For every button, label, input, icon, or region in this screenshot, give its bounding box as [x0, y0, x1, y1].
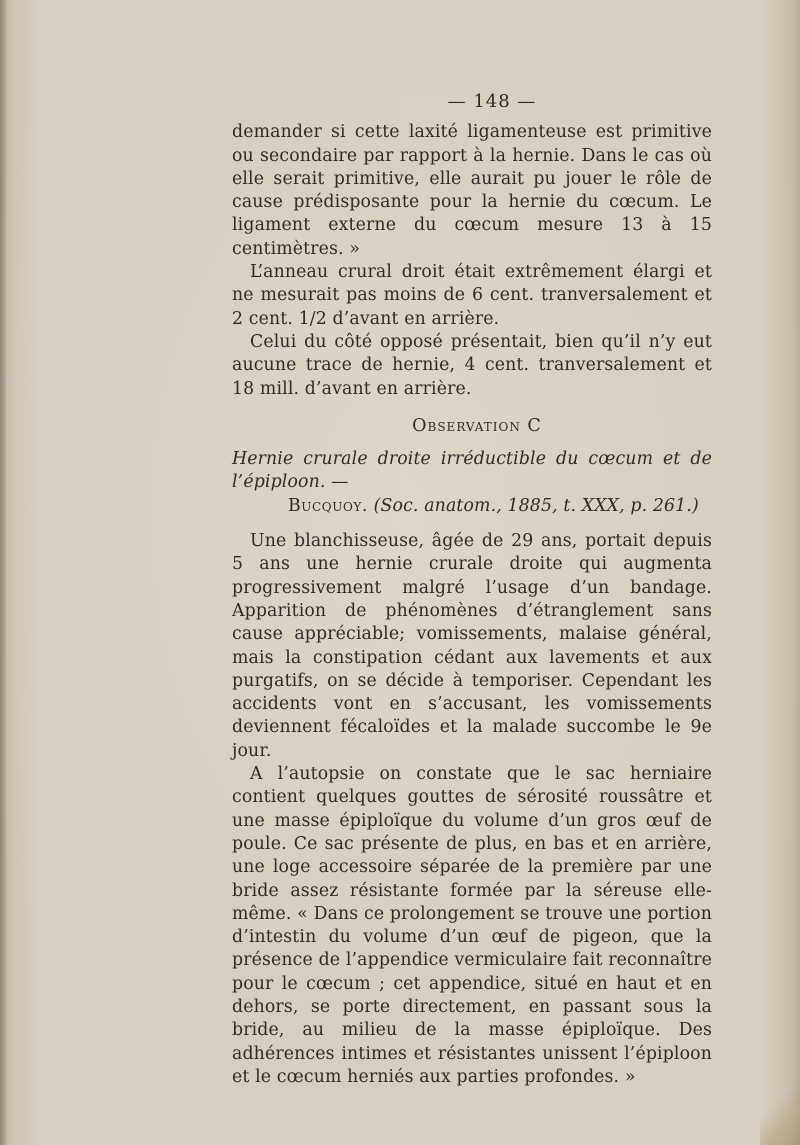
observation-title: Hernie crurale droite irréductible du cœcum et de l’épiploon. —	[232, 449, 712, 493]
observation-heading: Observation C	[412, 415, 542, 436]
paragraph-anneau-crural: L’anneau crural droit était extrêmement élargi et ne mesurait pas moins de 6 cent. tranversalement et 2 cent. 1/2 d’avant en arrière.	[232, 262, 712, 329]
observation-author: Bucquoy.	[288, 495, 368, 516]
text-block	[232, 90, 712, 1089]
page-corner-stain	[760, 1075, 800, 1145]
page-number: — 148 —	[447, 91, 537, 112]
paragraph-cote-oppose: Celui du côté opposé présentait, bien qu’il n’y eut aucune trace de hernie, 4 cent. tranversalement et 18 mill. d’avant en arrière.	[232, 331, 712, 399]
observation-subtitle	[232, 448, 712, 518]
paragraph-case-history: Une blanchisseuse, âgée de 29 ans, portait depuis 5 ans une hernie crurale droite qui augmenta progressivement malgré l’usage d’un bandage. Apparition de phénomènes d’étranglement sans cause appréciable; vomissements, malaise général, mais la constipation cédant aux lavements et aux purgatifs, on se décide à temporiser. Cependant les accidents vont en s’accusant, les vomissements deviennent fécaloïdes et la malade succombe le 9e jour.	[232, 531, 712, 761]
page-binding-edge	[0, 0, 6, 1145]
observation-source: (Soc. anatom., 1885, t. XXX, p. 261.)	[373, 495, 699, 516]
paragraph-autopsy: A l’autopsie on constate que le sac herniaire contient quelques gouttes de sérosité roussâtre et une masse épiploïque du volume d’un gros œuf de poule. Ce sac présente de plus, en bas et en arrière, une loge accessoire séparée de la première par une bride assez résistante formée par la séreuse elle-même. « Dans ce prolongement se trouve une portion d’intestin du volume d’un œuf de pigeon, que la présence de l’appendice vermiculaire fait reconnaître pour le cœcum ; cet appendice, situé en haut et en dehors, se porte directement, en passant sous la bride, au milieu de la masse épiploïque. Des adhérences intimes et résistantes unissent l’épiploon et le cœcum herniés aux parties profondes. »	[232, 764, 712, 1087]
paragraph-continuation: demander si cette laxité ligamenteuse est primitive ou secondaire par rapport à la hernie. Dans le cas où elle serait primitive, elle aurait pu jouer le rôle de cause prédisposante pour la hernie du cœcum. Le ligament externe du cœcum mesure 13 à 15 centimètres. »	[232, 122, 712, 259]
